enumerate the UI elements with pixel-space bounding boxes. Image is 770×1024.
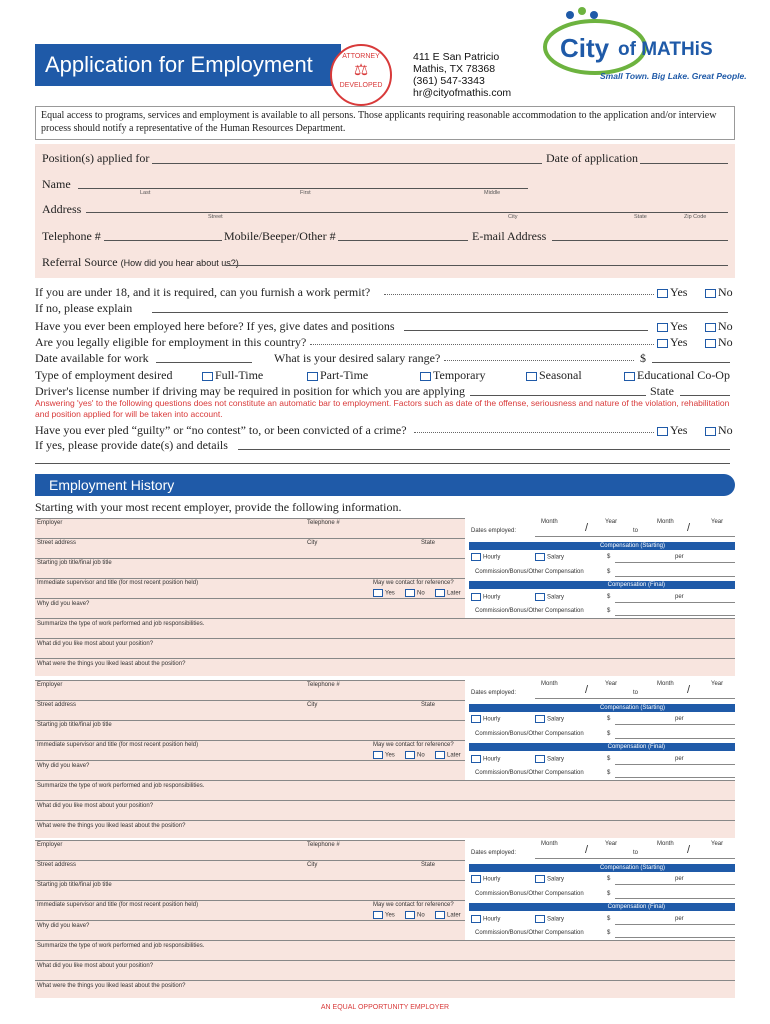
salary-final[interactable] xyxy=(535,593,564,601)
eligible-no-label: No xyxy=(718,335,733,349)
street-row[interactable] xyxy=(35,700,465,720)
employed-no-checkbox[interactable] xyxy=(705,323,716,332)
hourly-label: Hourly xyxy=(483,876,501,883)
employed-no[interactable] xyxy=(705,319,733,334)
contact-later-checkbox[interactable] xyxy=(435,589,445,597)
month-label: Month xyxy=(541,519,558,525)
name-last-hint: Last xyxy=(140,190,151,196)
type-temporary[interactable] xyxy=(420,368,485,383)
comp-start-header: Compensation (Starting) xyxy=(469,542,735,550)
date-application-input[interactable] xyxy=(640,163,728,164)
contact-block xyxy=(413,51,511,99)
date-slash: / xyxy=(687,844,691,856)
permit-no-label: No xyxy=(718,285,733,299)
crime-yes[interactable] xyxy=(657,423,687,438)
hourly-start[interactable] xyxy=(471,553,500,561)
hourly-label: Hourly xyxy=(483,716,501,723)
salary-input[interactable] xyxy=(652,362,730,363)
year-label: Year xyxy=(605,841,618,847)
contact-no-label: No xyxy=(417,752,425,759)
city-label: City xyxy=(307,702,318,708)
crime-no[interactable] xyxy=(705,423,733,438)
type-coop[interactable] xyxy=(624,368,730,383)
employed-before-question: Have you ever been employed here before? If yes, give dates and positions xyxy=(35,319,395,333)
to-label: to xyxy=(633,690,639,696)
month-label: Month xyxy=(657,841,674,847)
supervisor-label: Immediate supervisor and title (for most recent position held) xyxy=(37,902,199,908)
employer-row[interactable] xyxy=(35,518,465,538)
hourly-start[interactable] xyxy=(471,875,500,883)
employer-block-3 xyxy=(35,840,735,995)
coop-checkbox[interactable] xyxy=(624,372,635,381)
crime-question: Have you ever pled “guilty” or “no contest” to, or been convicted of a crime? xyxy=(35,423,407,437)
conviction-warning: Answering 'yes' to the following questions does not constitute an automatic bar to employment. Factors such as date of the offense, seriousness and nature of the violation, rehabilitation and position applied for will be taken into account. xyxy=(35,398,730,419)
contact-no[interactable] xyxy=(405,589,425,597)
salary-label: Salary xyxy=(547,716,565,723)
crime-leader xyxy=(414,432,654,433)
start-pay-input[interactable] xyxy=(615,562,735,563)
name-first-hint: First xyxy=(300,190,311,196)
employed-before-input[interactable] xyxy=(404,330,648,331)
dollar-sign: $ xyxy=(607,756,611,762)
logo-tagline: Small Town. Big Lake. Great People. xyxy=(600,71,747,81)
crime-no-label: No xyxy=(718,423,733,437)
employer-label: Employer xyxy=(37,520,63,526)
referral-hint: (How did you hear about us?) xyxy=(120,258,239,268)
license-label: Driver's license number if driving may be required in position for which you are applying xyxy=(35,384,466,398)
employment-type-label: Type of employment desired xyxy=(35,368,173,382)
liked-most-label: What did you like most about your position? xyxy=(37,803,154,809)
job-title-label: Starting job title/final job title xyxy=(37,560,112,566)
liked-least-label: What were the things you liked least about the position? xyxy=(37,661,186,667)
salary-dollar: $ xyxy=(640,351,646,365)
scales-icon: ⚖ xyxy=(353,62,369,79)
logo-of-mathis-text: of MATHiS xyxy=(618,39,713,60)
street-label: Street address xyxy=(37,862,77,868)
salary-label: Salary xyxy=(547,594,565,601)
salary-start[interactable] xyxy=(535,715,564,723)
email-label: E-mail Address xyxy=(472,229,547,243)
date-slash: / xyxy=(687,522,691,534)
state-label: State xyxy=(421,702,436,708)
hourly-label: Hourly xyxy=(483,916,501,923)
phone-number: (361) 547-3343 xyxy=(413,75,485,87)
type-part-time[interactable] xyxy=(307,368,368,383)
street-label: Street address xyxy=(37,702,77,708)
comp-final-header: Compensation (Final) xyxy=(469,743,735,751)
to-label: to xyxy=(633,850,639,856)
column-gap xyxy=(465,518,469,618)
commission-label: Commission/Bonus/Other Compensation xyxy=(475,770,584,776)
final-commission-input[interactable] xyxy=(615,615,735,616)
contact-yes[interactable] xyxy=(373,589,395,597)
contact-yes-checkbox[interactable] xyxy=(373,751,383,759)
hourly-label: Hourly xyxy=(483,554,501,561)
year-label: Year xyxy=(711,841,724,847)
dollar-sign: $ xyxy=(607,930,611,936)
salary-final[interactable] xyxy=(535,755,564,763)
date-slash: / xyxy=(687,684,691,696)
supervisor-label: Immediate supervisor and title (for most recent position held) xyxy=(37,580,199,586)
referral-label-text: Referral Source xyxy=(42,255,118,269)
employed-yes-label: Yes xyxy=(670,319,688,333)
per-label: per xyxy=(675,594,684,600)
salary-label: What is your desired salary range? xyxy=(274,351,441,365)
comp-start-header: Compensation (Starting) xyxy=(469,704,735,712)
liked-least-label: What were the things you liked least about the position? xyxy=(37,823,186,829)
temporary-label: Temporary xyxy=(433,368,486,382)
contact-no[interactable] xyxy=(405,911,425,919)
type-full-time[interactable] xyxy=(202,368,263,383)
referral-input[interactable] xyxy=(226,265,728,266)
full-time-checkbox[interactable] xyxy=(202,372,213,381)
email-input[interactable] xyxy=(552,240,728,241)
if-yes-input-2[interactable] xyxy=(35,463,730,464)
why-leave-label: Why did you leave? xyxy=(37,923,90,929)
full-time-label: Full-Time xyxy=(215,368,264,382)
contact-label: May we contact for reference? xyxy=(373,742,454,748)
salary-label: Salary xyxy=(547,916,565,923)
salary-start[interactable] xyxy=(535,553,564,561)
available-input[interactable] xyxy=(156,362,252,363)
dates-employed-label: Dates employed: xyxy=(471,850,517,856)
contact-no-label: No xyxy=(417,590,425,597)
dollar-sign: $ xyxy=(607,569,611,575)
salary-start-checkbox[interactable] xyxy=(535,715,545,723)
dollar-sign: $ xyxy=(607,731,611,737)
if-no-label: If no, please explain xyxy=(35,301,133,315)
dates-employed-label: Dates employed: xyxy=(471,690,517,696)
year-label: Year xyxy=(711,519,724,525)
dates-employed-input[interactable] xyxy=(535,698,735,699)
license-input[interactable] xyxy=(470,395,646,396)
final-pay-input[interactable] xyxy=(615,764,735,765)
summarize-label: Summarize the type of work performed and job responsibilities. xyxy=(37,783,205,789)
contact-yes-checkbox[interactable] xyxy=(373,589,383,597)
per-label: per xyxy=(675,554,684,560)
seasonal-checkbox[interactable] xyxy=(526,372,537,381)
permit-no[interactable] xyxy=(705,285,733,300)
available-label: Date available for work xyxy=(35,351,149,365)
date-slash: / xyxy=(585,522,589,534)
permit-yes[interactable] xyxy=(657,285,687,300)
hourly-start-checkbox[interactable] xyxy=(471,553,481,561)
salary-label: Salary xyxy=(547,756,565,763)
why-leave-row[interactable] xyxy=(35,920,465,940)
contact-no-checkbox[interactable] xyxy=(405,589,415,597)
employer-label: Employer xyxy=(37,682,63,688)
start-commission-input[interactable] xyxy=(615,738,735,739)
contact-label: May we contact for reference? xyxy=(373,580,454,586)
final-pay-input[interactable] xyxy=(615,602,735,603)
year-label: Year xyxy=(605,519,618,525)
why-leave-row[interactable] xyxy=(35,760,465,780)
contact-later-label: Later xyxy=(447,752,461,759)
name-label: Name xyxy=(42,177,71,191)
dollar-sign: $ xyxy=(607,554,611,560)
city-label: City xyxy=(307,540,318,546)
state-label: State xyxy=(421,540,436,546)
addr-city-hint: City xyxy=(508,214,518,220)
permit-no-checkbox[interactable] xyxy=(705,289,716,298)
dates-employed-input[interactable] xyxy=(535,536,735,537)
month-label: Month xyxy=(657,519,674,525)
employed-yes[interactable] xyxy=(657,319,687,334)
eligible-leader xyxy=(310,344,654,345)
contact-no[interactable] xyxy=(405,751,425,759)
hourly-start[interactable] xyxy=(471,715,500,723)
month-label: Month xyxy=(541,681,558,687)
hourly-final-checkbox[interactable] xyxy=(471,755,481,763)
address-line2: Mathis, TX 78368 xyxy=(413,63,496,75)
hourly-start-checkbox[interactable] xyxy=(471,875,481,883)
hourly-final-checkbox[interactable] xyxy=(471,915,481,923)
dollar-sign: $ xyxy=(607,891,611,897)
comp-final-header: Compensation (Final) xyxy=(469,903,735,911)
equal-access-notice: Equal access to programs, services and employment is available to all persons. Those applicants requiring reasonable accommodation to the application and/or interview process should notify a representative of the Human Resources Department. xyxy=(35,106,735,140)
dollar-sign: $ xyxy=(607,608,611,614)
dates-employed-label: Dates employed: xyxy=(471,528,517,534)
year-label: Year xyxy=(605,681,618,687)
eligible-question: Are you legally eligible for employment in this country? xyxy=(35,335,307,349)
month-label: Month xyxy=(541,841,558,847)
commission-label: Commission/Bonus/Other Compensation xyxy=(475,569,584,575)
dollar-sign: $ xyxy=(607,716,611,722)
date-slash: / xyxy=(585,844,589,856)
per-label: per xyxy=(675,916,684,922)
employer-row[interactable] xyxy=(35,840,465,860)
per-label: per xyxy=(675,756,684,762)
state-label: State xyxy=(421,862,436,868)
eligible-no[interactable] xyxy=(705,335,733,350)
history-intro: Starting with your most recent employer, provide the following information. xyxy=(35,500,402,514)
employed-no-label: No xyxy=(718,319,733,333)
start-commission-input[interactable] xyxy=(615,898,735,899)
contact-label: May we contact for reference? xyxy=(373,902,454,908)
job-title-label: Starting job title/final job title xyxy=(37,722,112,728)
temporary-checkbox[interactable] xyxy=(420,372,431,381)
date-application-label: Date of application xyxy=(546,151,638,165)
addr-zip-hint: Zip Code xyxy=(684,214,707,220)
employer-block-1 xyxy=(35,518,735,673)
employment-history-header: Employment History xyxy=(35,474,735,496)
addr-street-hint: Street xyxy=(208,214,223,220)
comp-final-header: Compensation (Final) xyxy=(469,581,735,589)
start-pay-input[interactable] xyxy=(615,724,735,725)
eligible-no-checkbox[interactable] xyxy=(705,339,716,348)
liked-least-label: What were the things you liked least about the position? xyxy=(37,983,186,989)
logo-city-text: City xyxy=(560,33,610,63)
start-commission-input[interactable] xyxy=(615,576,735,577)
telephone-label: Telephone # xyxy=(307,520,340,526)
final-commission-input[interactable] xyxy=(615,937,735,938)
hourly-label: Hourly xyxy=(483,594,501,601)
telephone-label: Telephone # xyxy=(307,682,340,688)
dollar-sign: $ xyxy=(607,916,611,922)
salary-final[interactable] xyxy=(535,915,564,923)
job-title-label: Starting job title/final job title xyxy=(37,882,112,888)
contact-yes-label: Yes xyxy=(385,912,395,919)
seal-text-bottom: DEVELOPED xyxy=(339,82,383,89)
hourly-final-checkbox[interactable] xyxy=(471,593,481,601)
if-no-input[interactable] xyxy=(152,312,728,313)
name-middle-hint: Middle xyxy=(484,190,501,196)
salary-final-checkbox[interactable] xyxy=(535,755,545,763)
salary-start-checkbox[interactable] xyxy=(535,553,545,561)
liked-most-label: What did you like most about your position? xyxy=(37,641,154,647)
contact-later[interactable] xyxy=(435,589,461,597)
employer-row[interactable] xyxy=(35,680,465,700)
mobile-label: Mobile/Beeper/Other # xyxy=(224,229,336,243)
final-pay-input[interactable] xyxy=(615,924,735,925)
to-label: to xyxy=(633,528,639,534)
telephone-label: Telephone # xyxy=(307,842,340,848)
contact-later[interactable] xyxy=(435,911,461,919)
part-time-label: Part-Time xyxy=(320,368,369,382)
salary-final-checkbox[interactable] xyxy=(535,593,545,601)
column-gap xyxy=(465,840,469,940)
contact-later-label: Later xyxy=(447,912,461,919)
hourly-final[interactable] xyxy=(471,593,500,601)
hourly-start-checkbox[interactable] xyxy=(471,715,481,723)
contact-later-checkbox[interactable] xyxy=(435,751,445,759)
part-time-checkbox[interactable] xyxy=(307,372,318,381)
telephone-input[interactable] xyxy=(104,240,222,241)
contact-no-checkbox[interactable] xyxy=(405,751,415,759)
equal-opportunity-footer: AN EQUAL OPPORTUNITY EMPLOYER xyxy=(320,1004,450,1011)
salary-leader xyxy=(444,360,634,361)
contact-later-label: Later xyxy=(447,590,461,597)
permit-question: If you are under 18, and it is required, can you furnish a work permit? xyxy=(35,285,371,299)
contact-yes[interactable] xyxy=(373,751,395,759)
position-label: Position(s) applied for xyxy=(42,151,150,165)
why-leave-row[interactable] xyxy=(35,598,465,618)
street-row[interactable] xyxy=(35,860,465,880)
summarize-label: Summarize the type of work performed and job responsibilities. xyxy=(37,621,205,627)
employer-label: Employer xyxy=(37,842,63,848)
attorney-developed-seal xyxy=(330,44,392,106)
hourly-label: Hourly xyxy=(483,756,501,763)
permit-yes-checkbox[interactable] xyxy=(657,289,668,298)
per-label: per xyxy=(675,876,684,882)
supervisor-label: Immediate supervisor and title (for most recent position held) xyxy=(37,742,199,748)
address-input[interactable] xyxy=(86,212,728,213)
column-gap xyxy=(465,680,469,780)
dollar-sign: $ xyxy=(607,770,611,776)
crime-yes-label: Yes xyxy=(670,423,688,437)
salary-final-checkbox[interactable] xyxy=(535,915,545,923)
seasonal-label: Seasonal xyxy=(539,368,582,382)
referral-label xyxy=(42,255,239,270)
contact-yes[interactable] xyxy=(373,911,395,919)
crime-no-checkbox[interactable] xyxy=(705,427,716,436)
eligible-yes[interactable] xyxy=(657,335,687,350)
addr-state-hint: State xyxy=(634,214,647,220)
if-yes-input[interactable] xyxy=(238,449,730,450)
type-seasonal[interactable] xyxy=(526,368,582,383)
telephone-label: Telephone # xyxy=(42,229,101,243)
hourly-final[interactable] xyxy=(471,755,500,763)
address-label: Address xyxy=(42,202,82,216)
final-commission-input[interactable] xyxy=(615,777,735,778)
commission-label: Commission/Bonus/Other Compensation xyxy=(475,891,584,897)
year-label: Year xyxy=(711,681,724,687)
start-pay-input[interactable] xyxy=(615,884,735,885)
salary-start-checkbox[interactable] xyxy=(535,875,545,883)
position-input[interactable] xyxy=(152,163,542,164)
contact-no-checkbox[interactable] xyxy=(405,911,415,919)
salary-label: Salary xyxy=(547,876,565,883)
street-label: Street address xyxy=(37,540,77,546)
license-state-input[interactable] xyxy=(680,395,730,396)
summarize-label: Summarize the type of work performed and job responsibilities. xyxy=(37,943,205,949)
if-yes-label: If yes, please provide date(s) and details xyxy=(35,438,228,452)
why-leave-label: Why did you leave? xyxy=(37,601,90,607)
commission-label: Commission/Bonus/Other Compensation xyxy=(475,608,584,614)
contact-later-checkbox[interactable] xyxy=(435,911,445,919)
salary-start[interactable] xyxy=(535,875,564,883)
comp-start-header: Compensation (Starting) xyxy=(469,864,735,872)
salary-label: Salary xyxy=(547,554,565,561)
contact-yes-label: Yes xyxy=(385,752,395,759)
street-row[interactable] xyxy=(35,538,465,558)
liked-most-label: What did you like most about your position? xyxy=(37,963,154,969)
crime-yes-checkbox[interactable] xyxy=(657,427,668,436)
permit-leader xyxy=(384,294,654,295)
city-logo xyxy=(540,5,747,85)
permit-yes-label: Yes xyxy=(670,285,688,299)
hourly-final[interactable] xyxy=(471,915,500,923)
eligible-yes-label: Yes xyxy=(670,335,688,349)
contact-later[interactable] xyxy=(435,751,461,759)
why-leave-label: Why did you leave? xyxy=(37,763,90,769)
dates-employed-input[interactable] xyxy=(535,858,735,859)
city-label: City xyxy=(307,862,318,868)
employed-yes-checkbox[interactable] xyxy=(657,323,668,332)
contact-no-label: No xyxy=(417,912,425,919)
per-label: per xyxy=(675,716,684,722)
name-input[interactable] xyxy=(78,188,528,189)
dollar-sign: $ xyxy=(607,876,611,882)
commission-label: Commission/Bonus/Other Compensation xyxy=(475,930,584,936)
month-label: Month xyxy=(657,681,674,687)
email-address: hr@cityofmathis.com xyxy=(413,87,512,99)
mobile-input[interactable] xyxy=(338,240,468,241)
page-title: Application for Employment xyxy=(35,44,341,86)
employer-block-2 xyxy=(35,680,735,835)
contact-yes-checkbox[interactable] xyxy=(373,911,383,919)
license-state-label: State xyxy=(650,384,674,398)
date-slash: / xyxy=(585,684,589,696)
address-line1: 411 E San Patricio xyxy=(413,51,500,63)
eligible-yes-checkbox[interactable] xyxy=(657,339,668,348)
contact-yes-label: Yes xyxy=(385,590,395,597)
coop-label: Educational Co-Op xyxy=(637,368,730,382)
seal-text-top: ATTORNEY xyxy=(342,53,380,60)
commission-label: Commission/Bonus/Other Compensation xyxy=(475,731,584,737)
dollar-sign: $ xyxy=(607,594,611,600)
